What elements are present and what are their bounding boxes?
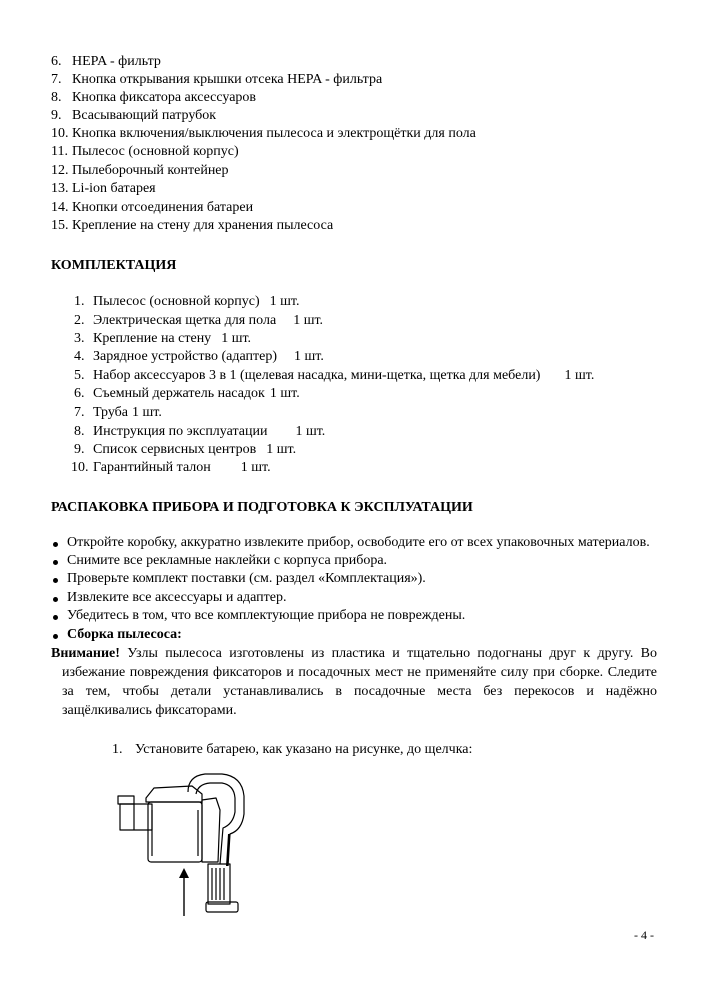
warning-line: Внимание! Узлы пылесоса изготовлены из пластика и тщательно подогнаны друг к другу. Во xyxy=(51,646,658,661)
battery xyxy=(208,864,230,904)
top-cap xyxy=(146,786,202,802)
motor-body xyxy=(202,798,220,862)
list-item: Извлеките все аксессуары и адаптер. xyxy=(67,590,287,605)
list-item: 2. Электрическая щетка для пола 1 шт. xyxy=(74,313,324,328)
bullet-icon xyxy=(53,634,58,639)
warning-line: избежание повреждения фиксаторов и посадочных мест не применяйте силу при сборке. Следите xyxy=(62,665,657,680)
list-item: 3. Крепление на стену 1 шт. xyxy=(74,331,252,346)
list-item: Откройте коробку, аккуратно извлеките прибор, освободите его от всех упаковочных материалов. xyxy=(67,535,650,550)
inlet-nozzle xyxy=(120,804,152,830)
list-item: 7. Труба 1 шт. xyxy=(74,405,162,420)
list-item: 8. Кнопка фиксатора аксессуаров xyxy=(51,90,257,105)
list-item: 9. Всасывающий патрубок xyxy=(51,108,217,123)
list-item: 1. Пылесос (основной корпус) 1 шт. xyxy=(74,294,300,309)
inlet-top xyxy=(118,796,134,804)
page-number: - 4 - xyxy=(634,928,654,942)
list-item: Убедитесь в том, что все комплектующие прибора не повреждены. xyxy=(67,608,466,623)
list-item: 4. Зарядное устройство (адаптер) 1 шт. xyxy=(74,349,324,364)
list-item: 13. Li-ion батарея xyxy=(51,181,156,196)
list-item: 6. HEPA - фильтр xyxy=(51,54,161,69)
list-item: 10. Кнопка включения/выключения пылесоса и электрощётки для пола xyxy=(51,126,476,141)
list-item: 7. Кнопка открывания крышки отсека HEPA - фильтра xyxy=(51,72,383,87)
bullet-icon xyxy=(53,542,58,547)
bullet-icon xyxy=(53,560,58,565)
list-item: 8. Инструкция по эксплуатации 1 шт. xyxy=(74,424,326,439)
list-item: 12. Пылеборочный контейнер xyxy=(51,163,229,178)
bullet-icon xyxy=(53,578,58,583)
kit-heading: КОМПЛЕКТАЦИЯ xyxy=(51,258,177,273)
warning-line: защёлкивались фиксаторами. xyxy=(62,703,237,718)
list-item: Проверьте комплект поставки (см. раздел «Комплектация»). xyxy=(67,571,426,586)
warning-line: за тем, чтобы детали устанавливались в посадочные места без перекосов и надёжно xyxy=(62,684,657,699)
assembly-title: Сборка пылесоса: xyxy=(67,627,182,642)
step-item: 1. Установите батарею, как указано на рисунке, до щелчка: xyxy=(112,742,473,757)
unpacking-heading: РАСПАКОВКА ПРИБОРА И ПОДГОТОВКА К ЭКСПЛУАТАЦИИ xyxy=(51,500,473,515)
dust-container xyxy=(148,802,202,862)
arrow-up-icon xyxy=(179,868,189,916)
vacuum-battery-figure xyxy=(110,770,250,920)
list-item: 9. Список сервисных центров 1 шт. xyxy=(74,442,297,457)
list-item: 15. Крепление на стену для хранения пылесоса xyxy=(51,218,334,233)
handle-outline xyxy=(188,774,244,866)
bullet-icon xyxy=(53,597,58,602)
list-item: 11. Пылесос (основной корпус) xyxy=(51,144,239,159)
list-item: Снимите все рекламные наклейки с корпуса прибора. xyxy=(67,553,388,568)
list-item: 14. Кнопки отсоединения батареи xyxy=(51,200,254,215)
list-item: 10. Гарантийный талон 1 шт. xyxy=(71,460,271,475)
bullet-icon xyxy=(53,615,58,620)
list-item: 6. Съемный держатель насадок 1 шт. xyxy=(74,386,300,401)
list-item: 5. Набор аксессуаров 3 в 1 (щелевая насадка, мини-щетка, щетка для мебели) 1 шт. xyxy=(74,368,595,383)
